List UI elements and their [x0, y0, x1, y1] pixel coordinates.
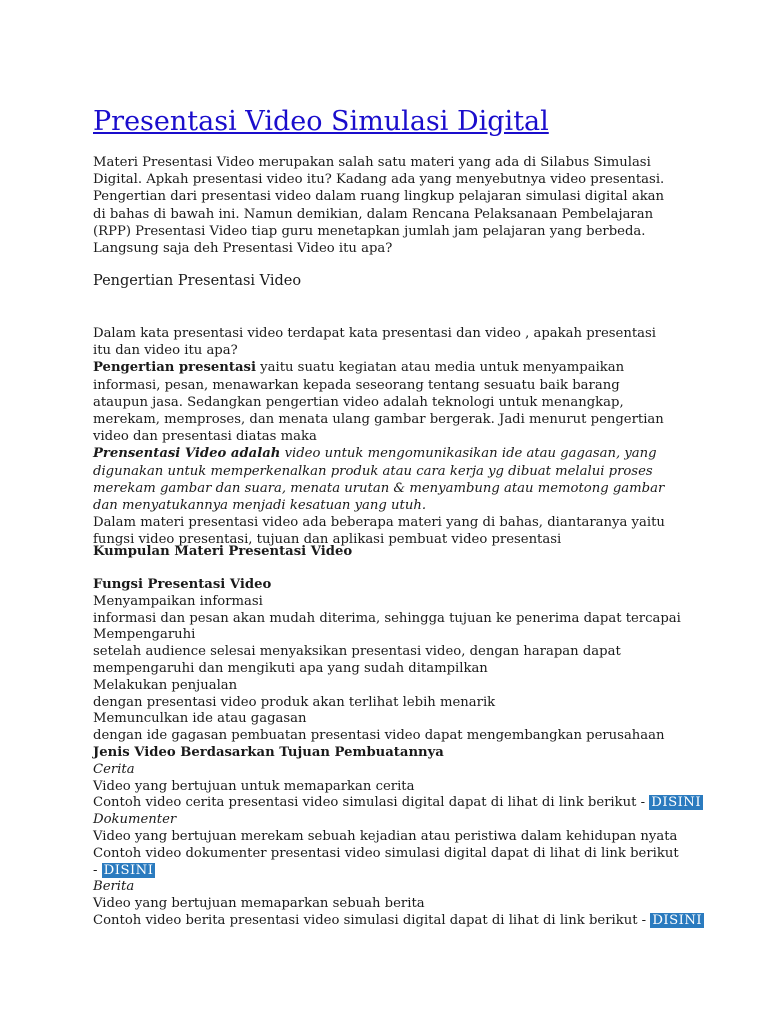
- jenis-item-example-cont: - DISINI: [93, 862, 154, 878]
- fungsi-item-title: Memunculkan ide atau gagasan: [93, 711, 307, 727]
- fungsi-item-desc: setelah audience selesai menyaksikan presentasi video, dengan harapan dapat mempengaruhi dan mengikuti apa yang sudah ditampilkan: [93, 644, 621, 676]
- fungsi-item-desc: dengan ide gagasan pembuatan presentasi video dapat mengembangkan perusahaan: [93, 728, 665, 744]
- jenis-item-example: Contoh video cerita presentasi video simulasi digital dapat di lihat di link berikut - DISINI: [93, 795, 702, 811]
- fungsi-item-desc: dengan presentasi video produk akan terlihat lebih menarik: [93, 694, 496, 710]
- kumpulan-section: [93, 577, 703, 930]
- disini-link[interactable]: DISINI: [103, 862, 154, 878]
- paragraph-materi-overview: Dalam materi presentasi video ada beberapa materi yang di bahas, diantaranya yaitu fungsi video presentasi, tujuan dan aplikasi pembuat video presentasi: [93, 515, 665, 548]
- paragraph-pengertian-presentasi: [93, 359, 678, 445]
- fungsi-item-desc: informasi dan pesan akan mudah diterima, sehingga tujuan ke penerima dapat tercapai: [93, 610, 681, 626]
- jenis-item-title: Berita: [93, 879, 135, 895]
- intro-paragraph: Materi Presentasi Video merupakan salah satu materi yang ada di Silabus Simulasi Digital. Apkah presentasi video itu? Kadang ada yang menyebutnya video presentasi. Pengertian dari presentasi video dalam ruang lingkup pelajaran simulasi digital akan di bahas di bawah ini. Namun demikian, dalam Rencana Pelaksanaan Pembelajaran (RPP) Presentasi Video tiap guru menetapkan jumlah jam pelajaran yang berbeda. Langsung saja deh Presentasi Video itu apa?: [93, 155, 665, 257]
- jenis-item-desc: Video yang bertujuan memaparkan sebuah berita: [93, 896, 425, 912]
- term-pengertian-presentasi: Pengertian presentasi: [93, 360, 256, 376]
- definition-text: video untuk mengomunikasikan ide atau gagasan, yang digunakan untuk memperkenalkan produk atau cara kerja yg dibuat melalui proses merekam gambar dan suara, menata urutan & menyambung atau memotong gambar dan menyatukannya menjadi kesatuan yang utuh.: [93, 446, 665, 514]
- fungsi-item-title: Mempengaruhi: [93, 627, 196, 643]
- paragraph-presentasi-video-def: [93, 445, 678, 514]
- jenis-item-title: Cerita: [93, 761, 135, 777]
- page-title[interactable]: Presentasi Video Simulasi Digital: [93, 106, 549, 137]
- jenis-item-title: Dokumenter: [93, 812, 177, 828]
- paragraph-intro-question: Dalam kata presentasi video terdapat kata presentasi dan video , apakah presentasi itu dan video itu apa?: [93, 326, 656, 359]
- section-heading-kumpulan: Kumpulan Materi Presentasi Video: [93, 544, 353, 559]
- jenis-item-example: Contoh video berita presentasi video simulasi digital dapat di lihat di link berikut - DISINI: [93, 912, 703, 928]
- jenis-heading: Jenis Video Berdasarkan Tujuan Pembuatannya: [93, 744, 444, 760]
- fungsi-item-title: Menyampaikan informasi: [93, 593, 263, 609]
- disini-link[interactable]: DISINI: [652, 912, 703, 928]
- section-heading-pengertian: Pengertian Presentasi Video: [93, 273, 302, 289]
- jenis-item-example: Contoh video dokumenter presentasi video simulasi digital dapat di lihat di link berikut: [93, 845, 679, 861]
- fungsi-heading: Fungsi Presentasi Video: [93, 577, 272, 592]
- pengertian-section: [93, 325, 678, 549]
- definition-text: yaitu suatu kegiatan atau media untuk menyampaikan informasi, pesan, menawarkan kepada seseorang tentang sesuatu baik barang ataupun jasa. Sedangkan pengertian video adalah teknologi untuk menangkap, merekam, memproses, dan menata ulang gambar bergerak. Jadi menurut pengertian video dan presentasi diatas maka: [93, 360, 664, 445]
- disini-link[interactable]: DISINI: [651, 795, 702, 811]
- jenis-item-desc: Video yang bertujuan untuk memaparkan cerita: [93, 778, 415, 794]
- fungsi-item-title: Melakukan penjualan: [93, 677, 238, 693]
- jenis-item-desc: Video yang bertujuan merekam sebuah kejadian atau peristiwa dalam kehidupan nyata: [93, 828, 678, 844]
- term-presentasi-video: Prensentasi Video adalah: [93, 446, 281, 462]
